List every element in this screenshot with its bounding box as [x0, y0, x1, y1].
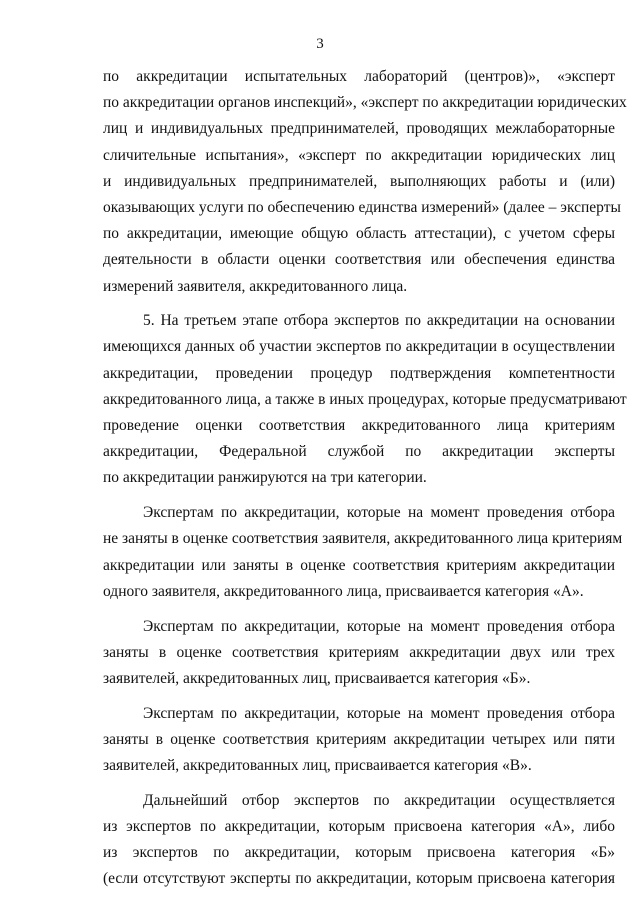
text-line: оказывающих услуги по обеспечению единства измерений» (далее – эксперты	[103, 198, 621, 216]
text-line: аккредитации или заняты в оценке соответствия критериям аккредитации	[103, 556, 615, 574]
text-line: и индивидуальных предпринимателей, выполняющих работы и (или)	[103, 172, 615, 190]
paragraph	[103, 788, 615, 893]
paragraph	[103, 308, 627, 491]
paragraph	[103, 500, 623, 605]
text-line: по аккредитации, имеющие общую область аттестации), с учетом сферы	[103, 225, 615, 243]
text-line: Дальнейший отбор экспертов по аккредитации осуществляется	[143, 791, 615, 809]
text-line: заняты в оценке соответствия критериям аккредитации двух или трех	[103, 643, 615, 661]
text-line: проведение оценки соответствия аккредитованного лица критериям	[103, 417, 615, 435]
text-line: заняты в оценке соответствия критериям аккредитации четырех или пяти	[103, 730, 615, 748]
text-line: 5. На третьем этапе отбора экспертов по аккредитации на основании	[143, 312, 615, 330]
paragraph-gap	[103, 300, 615, 309]
text-line: аккредитации, Федеральной службой по аккредитации эксперты	[103, 443, 615, 461]
text-line: заявителей, аккредитованных лиц, присваивается категория «В».	[103, 757, 532, 775]
text-line: Экспертам по аккредитации, которые на момент проведения отбора	[143, 617, 615, 635]
paragraph-gap	[103, 492, 615, 501]
paragraph	[103, 64, 627, 300]
document-body	[103, 64, 627, 893]
text-line: аккредитации, проведении процедур подтверждения компетентности	[103, 364, 615, 382]
text-line: по аккредитации ранжируются на три категории.	[103, 469, 427, 487]
text-line: из экспертов по аккредитации, которым присвоена категория «А», либо	[103, 818, 615, 836]
text-line: по аккредитации органов инспекций», «эксперт по аккредитации юридических	[103, 94, 627, 112]
paragraph	[103, 701, 615, 780]
paragraph-gap	[103, 692, 615, 701]
text-line: деятельности в области оценки соответствия или обеспечения единства	[103, 251, 615, 269]
paragraph	[103, 614, 615, 693]
text-line: сличительные испытания», «эксперт по аккредитации юридических лиц	[103, 146, 615, 164]
text-line: Экспертам по аккредитации, которые на момент проведения отбора	[143, 504, 615, 522]
page-number: 3	[316, 36, 324, 52]
text-line: не заняты в оценке соответствия заявителя, аккредитованного лица критериям	[103, 530, 623, 548]
text-line: из экспертов по аккредитации, которым присвоена категория «Б»	[103, 844, 615, 862]
text-line: заявителей, аккредитованных лиц, присваивается категория «Б».	[103, 669, 531, 687]
text-line: по аккредитации испытательных лабораторий (центров)», «эксперт	[103, 68, 615, 85]
paragraph-gap	[103, 779, 615, 788]
text-line: (если отсутствуют эксперты по аккредитации, которым присвоена категория	[103, 870, 615, 888]
paragraph-gap	[103, 605, 615, 614]
text-line: Экспертам по аккредитации, которые на момент проведения отбора	[143, 704, 615, 722]
text-line: аккредитованного лица, а также в иных процедурах, которые предусматривают	[103, 390, 627, 408]
text-line: имеющихся данных об участии экспертов по аккредитации в осуществлении	[103, 338, 615, 356]
text-line: одного заявителя, аккредитованного лица, присваивается категория «А».	[103, 582, 584, 600]
text-line: лиц и индивидуальных предпринимателей, проводящих межлабораторные	[103, 120, 615, 138]
text-line: измерений заявителя, аккредитованного лица.	[103, 277, 408, 295]
